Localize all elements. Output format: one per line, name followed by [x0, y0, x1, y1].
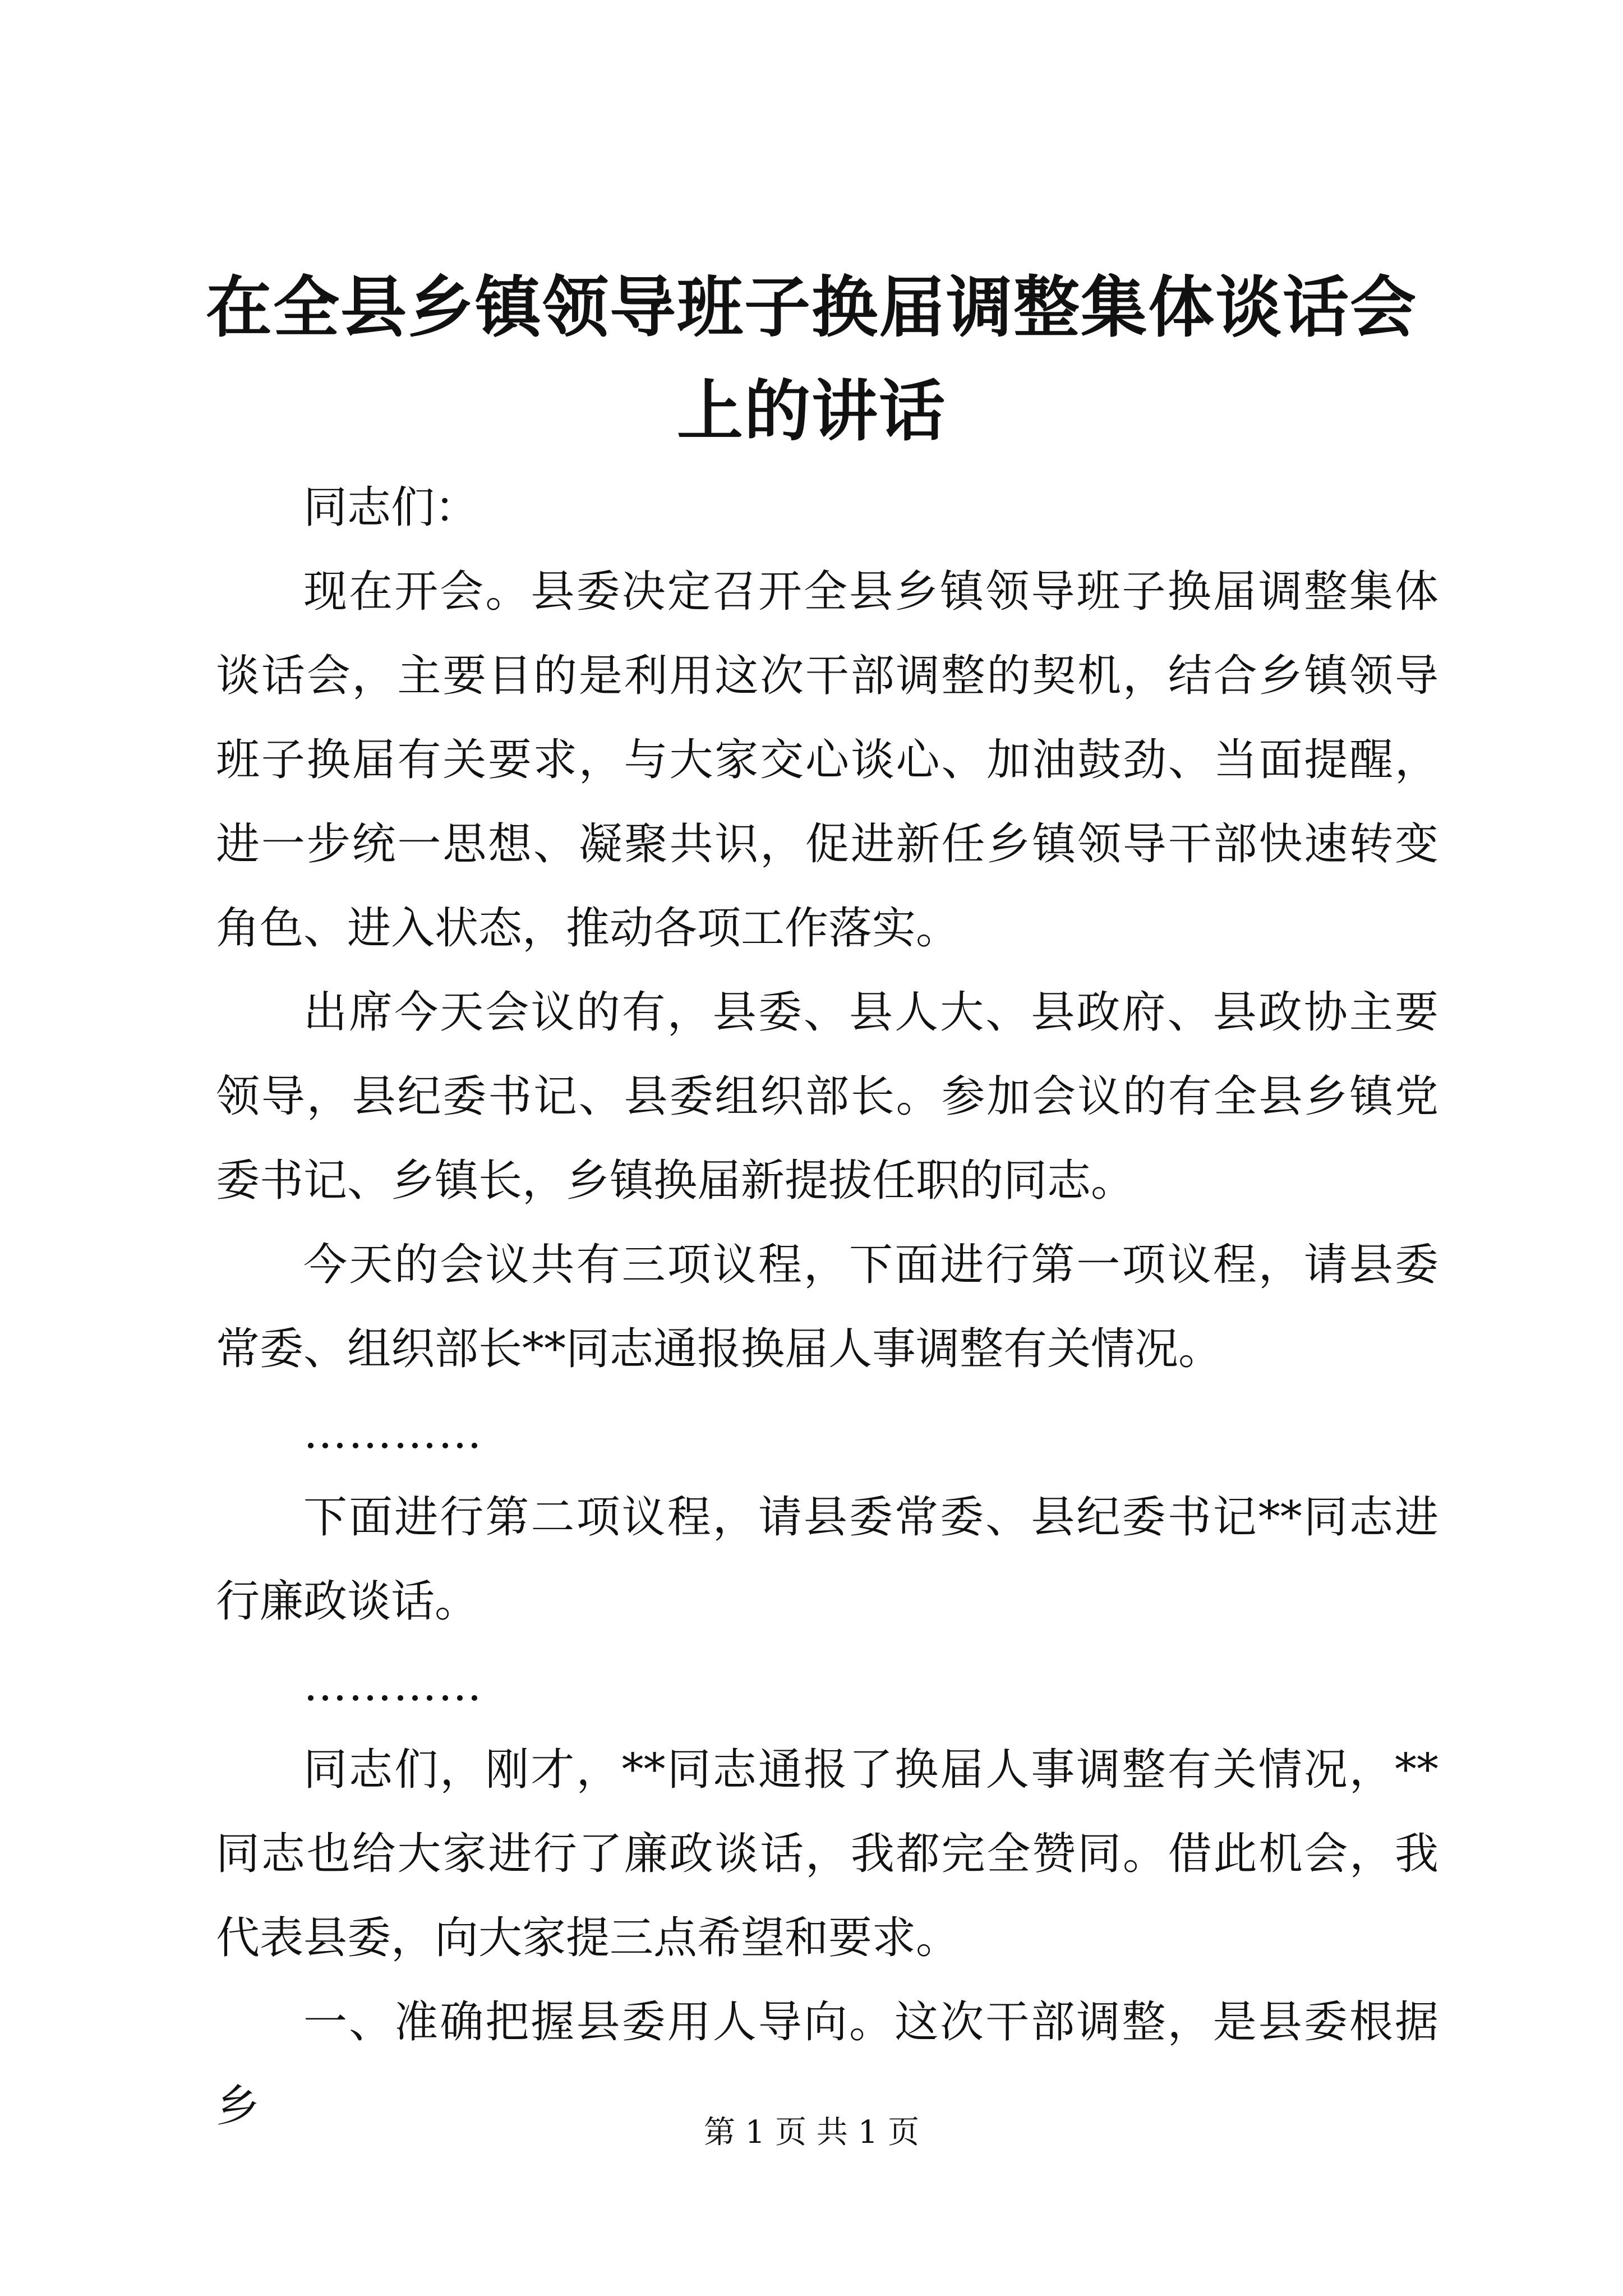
document-body: [216, 466, 1438, 2148]
paragraph-agenda-one: 今天的会议共有三项议程，下面进行第一项议程，请县委常委、组织部长**同志通报换届人事调整有关情况。: [216, 1240, 1438, 1374]
paragraph-agenda-two: 下面进行第二项议程，请县委常委、县纪委书记**同志进行廉政谈话。: [216, 1492, 1438, 1627]
paragraph-opening: 现在开会。县委决定召开全县乡镇领导班子换届调整集体谈话会，主要目的是利用这次干部调整的契机，结合乡镇领导班子换届有关要求，与大家交心谈心、加油鼓劲、当面提醒，进一步统一思想、凝聚共识，促进新任乡镇领导干部快速转变角色、进入状态，推动各项工作落实。: [216, 567, 1438, 954]
paragraph-requirements-intro: 同志们，刚才，**同志通报了换届人事调整有关情况，**同志也给大家进行了廉政谈话，我都完全赞同。借此机会，我代表县委，向大家提三点希望和要求。: [216, 1745, 1438, 1963]
paragraph-ellipsis: …………: [303, 1660, 483, 1711]
paragraph-salutation: 同志们：: [303, 482, 479, 533]
document-title: 在全县乡镇领导班子换届调整集体谈话会上的讲话: [205, 268, 1417, 450]
page-footer: 第 1 页 共 1 页: [703, 2114, 920, 2151]
paragraph-attendees: 出席今天会议的有，县委、县人大、县政府、县政协主要领导，县纪委书记、县委组织部长。参加会议的有全县乡镇党委书记、乡镇长，乡镇换届新提拔任职的同志。: [216, 987, 1438, 1206]
paragraph-ellipsis: …………: [303, 1408, 483, 1458]
paragraph-section-one: 一、准确把握县委用人导向。这次干部调整，是县委根据乡: [216, 1997, 1438, 2132]
